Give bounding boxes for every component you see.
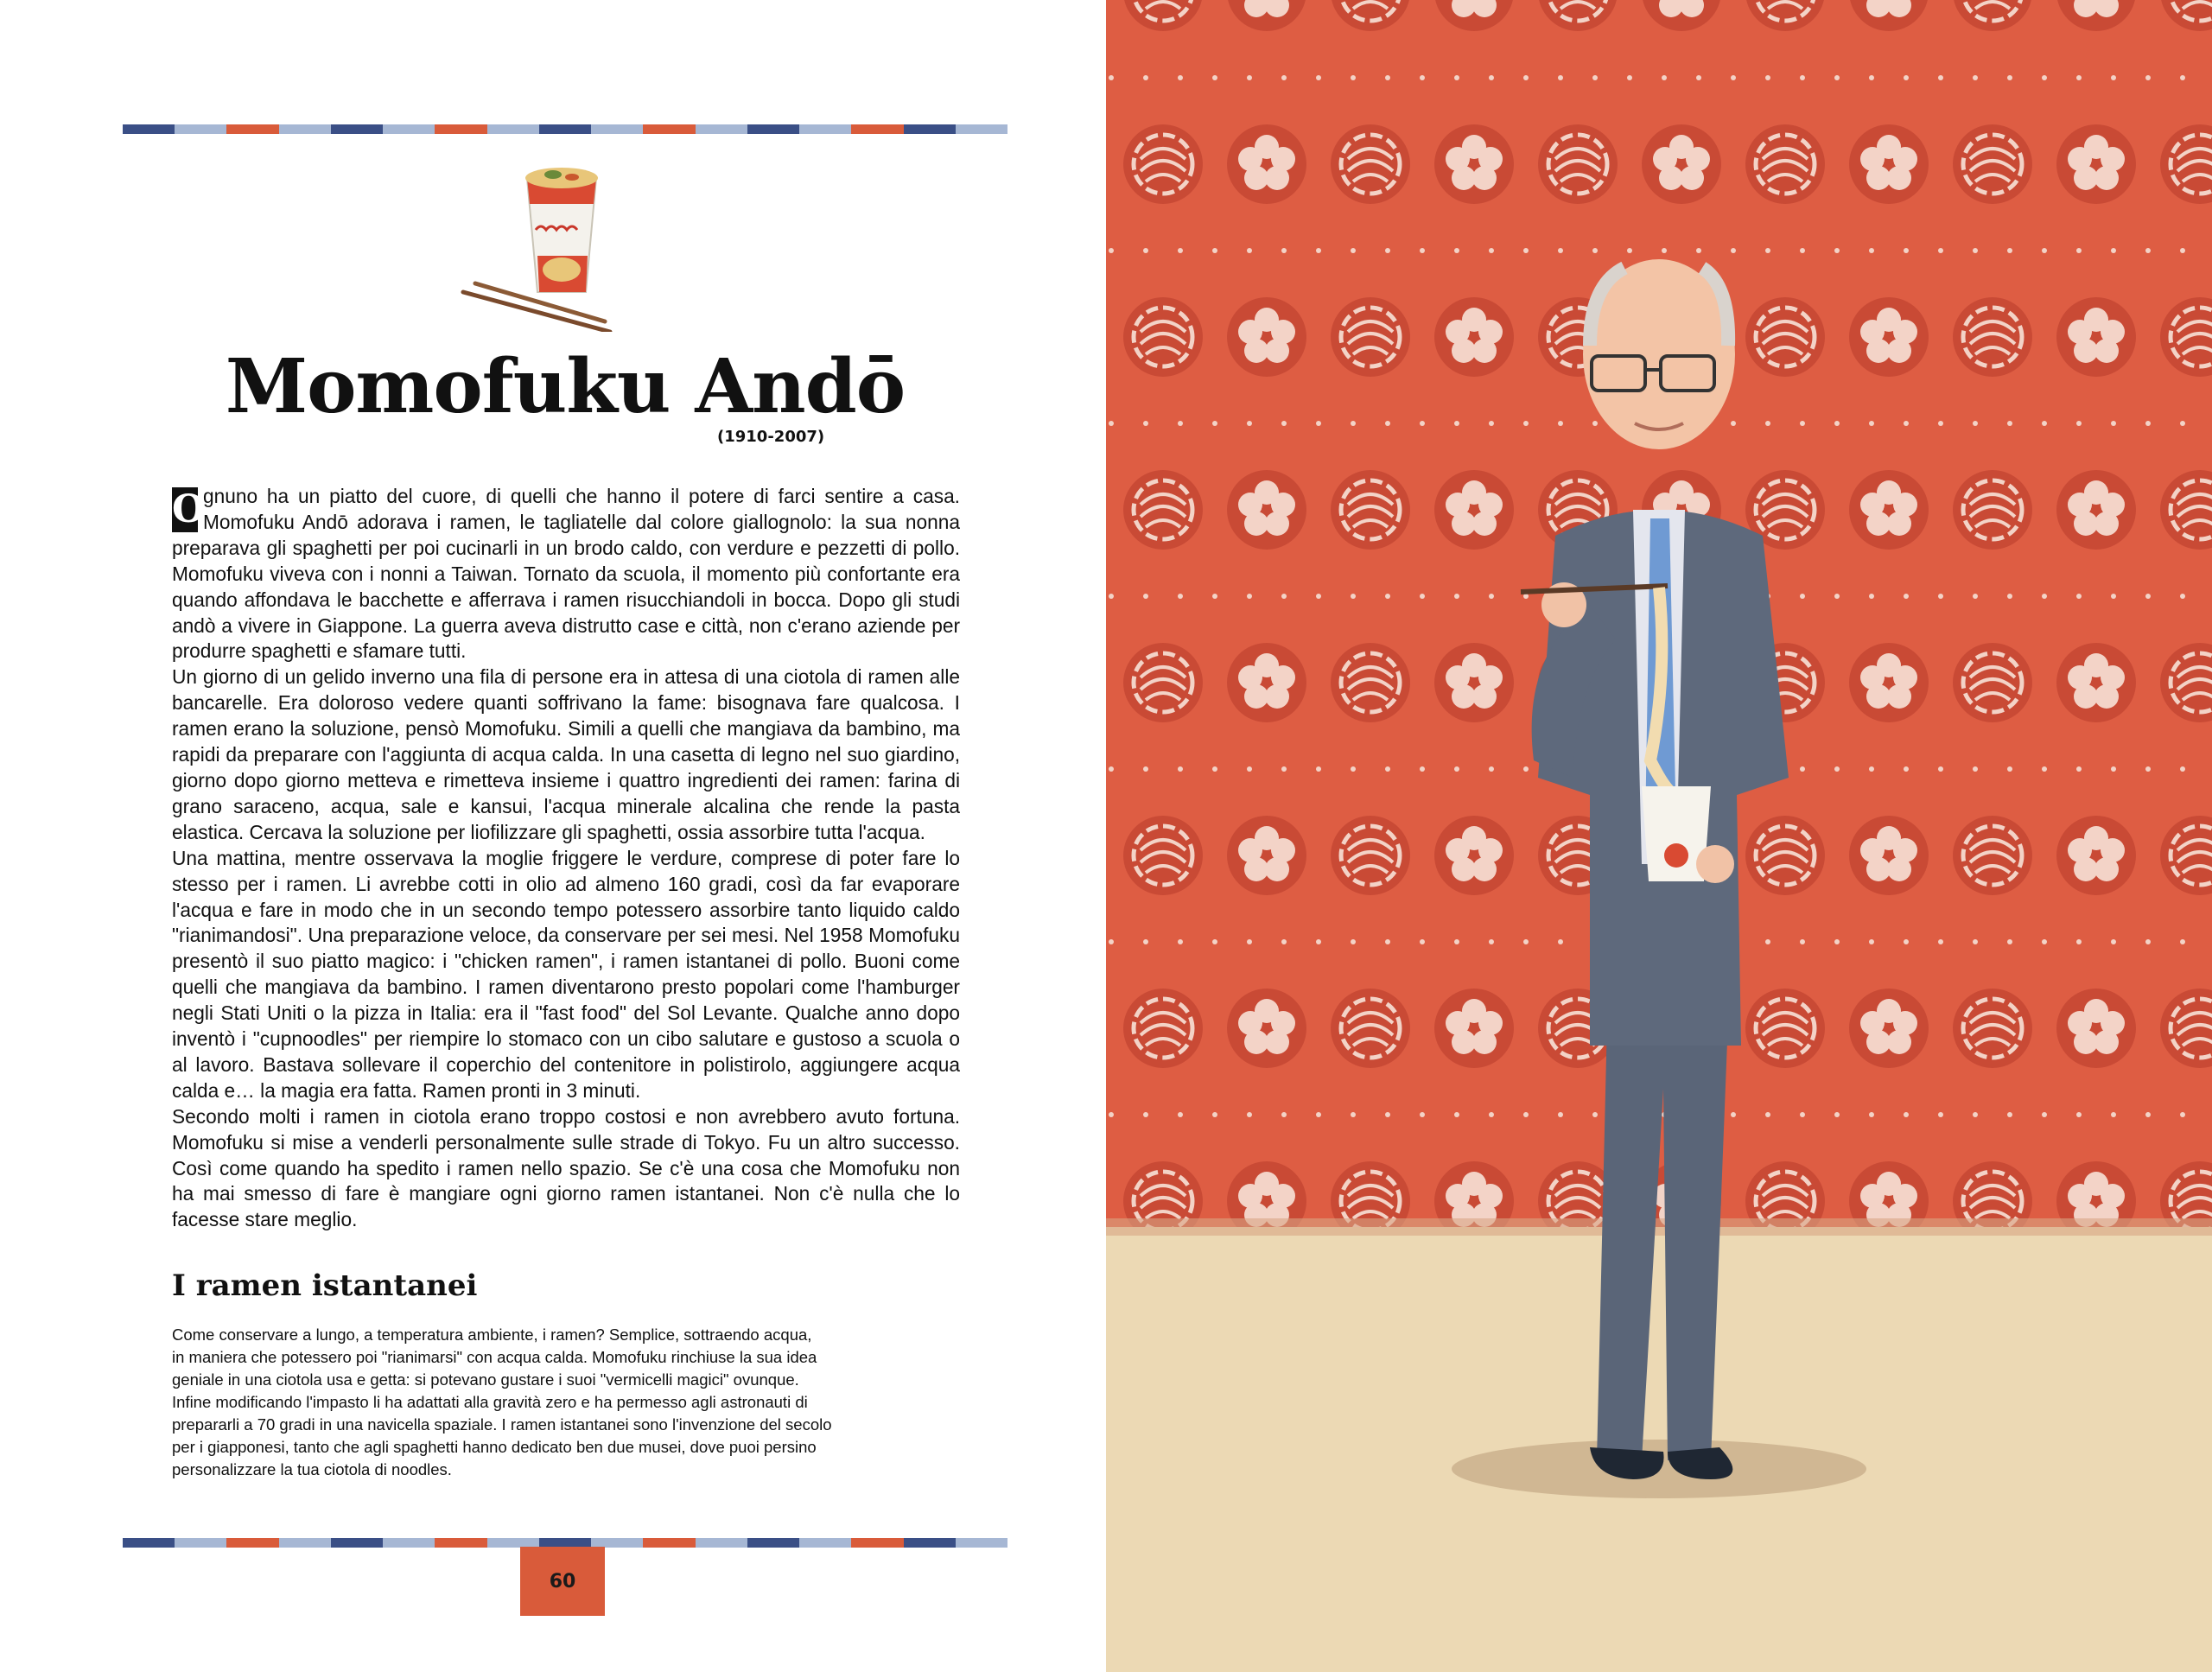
stripe-segment	[904, 1538, 956, 1548]
stripe-segment	[539, 124, 591, 134]
sidebar-line: personalizzare la tua ciotola di noodles.	[172, 1460, 452, 1478]
paragraph: Secondo molti i ramen in ciotola erano troppo costosi e non avrebbero avuto fortuna. Momofuku si mise a venderli personalmente sulle strade di Tokyo. Fu un altro successo. Così come quando ha spedito i ramen nello spazio. Se c'è una cosa che Momofuku non ha mai smesso di fare è mangiare ogni giorno ramen istantanei. Non c'è nulla che lo facesse stare meglio.	[172, 1104, 960, 1231]
paragraph	[172, 484, 960, 664]
stripe-segment	[331, 124, 383, 134]
stripe-segment	[123, 1538, 175, 1548]
dropcap-letter: O	[172, 487, 206, 531]
stripe-segment	[226, 1538, 278, 1548]
stripe-segment	[331, 1538, 383, 1548]
sidebar-line: Infine modificando l'impasto li ha adattati alla gravità zero e ha permesso agli astronauti di	[172, 1393, 808, 1411]
stripe-segment	[747, 1538, 799, 1548]
stripe-segment	[487, 124, 539, 134]
portrait-illustration	[1106, 0, 2212, 1672]
stripe-segment	[851, 124, 903, 134]
sidebar-line: in maniera che potessero poi "rianimarsi" con acqua calda. Momofuku rinchiuse la sua idea	[172, 1348, 817, 1366]
stripe-segment	[383, 1538, 435, 1548]
stripe-segment	[799, 124, 851, 134]
sidebar-line: prepararli a 70 gradi in una navicella spaziale. I ramen istantanei sono l'invenzione del secolo	[172, 1415, 832, 1434]
stripe-segment	[175, 1538, 226, 1548]
stripe-segment	[383, 124, 435, 134]
stripe-segment	[956, 1538, 1007, 1548]
sidebar-title: I ramen istantanei	[172, 1268, 478, 1303]
sidebar-line: per i giapponesi, tanto che agli spaghetti hanno dedicato ben due musei, dove puoi persino	[172, 1438, 817, 1456]
life-years: (1910-2007)	[717, 428, 825, 446]
stripe-segment	[956, 124, 1007, 134]
top-decorative-stripe	[123, 124, 1007, 134]
stripe-segment	[851, 1538, 903, 1548]
stripe-segment	[279, 1538, 331, 1548]
stripe-segment	[279, 124, 331, 134]
article-title: Momofuku Andō	[225, 343, 906, 430]
page-number: 60	[520, 1547, 605, 1616]
stripe-segment	[591, 124, 643, 134]
stripe-segment	[175, 124, 226, 134]
paragraph-text: gnuno ha un piatto del cuore, di quelli che hanno il potere di farci sentire a casa. Momofuku Andō adorava i ramen, le tagliatelle dal colore giallognolo: la sua nonna preparava gli spaghetti per poi cucinarli in un brodo caldo, con verdure e pezzetti di pollo. Momofuku viveva con i nonni a Taiwan. Tornato da scuola, il momento più confortante era quando affondava le bacchette e afferrava i ramen risucchiandoli in bocca. Dopo gli studi andò a vivere in Giappone. La guerra aveva distrutto case e città, non c'erano aziende per produrre spaghetti e sfamare tutti.	[172, 485, 960, 663]
stripe-segment	[643, 1538, 695, 1548]
stripe-segment	[696, 124, 747, 134]
stripe-segment	[696, 1538, 747, 1548]
stripe-segment	[435, 1538, 486, 1548]
paragraph: Una mattina, mentre osservava la moglie friggere le verdure, comprese di poter fare lo stesso per i ramen. Li avrebbe cotti in olio ad almeno 160 gradi, così da far evaporare l'acqua e fare in modo che in un secondo tempo potessero assorbire tanto liquido caldo "rianimandosi". Una preparazione veloce, da conservare per sei mesi. Nel 1958 Momofuku presentò il suo piatto magico: i "chicken ramen", i ramen istantanei di pollo. Buoni come quelli che mangiava da bambino. I ramen diventarono presto popolari come l'hamburger negli Stati Uniti o la pizza in Italia: era il "fast food" del Sol Levante. Qualche anno dopo inventò i "cupnoodles" per riempire lo stomaco con un cibo salutare e gustoso a scuola o al lavoro. Bastava sollevare il coperchio del contenitore in polistirolo, aggiungere acqua calda e… la magia era fatta. Ramen pronti in 3 minuti.	[172, 846, 960, 1102]
stripe-segment	[747, 124, 799, 134]
sidebar-text	[172, 1324, 915, 1481]
paragraph: Un giorno di un gelido inverno una fila di persone era in attesa di una ciotola di ramen alle bancarelle. Era doloroso vedere quanti soffrivano la fame: bisognava fare qualcosa. I ramen erano la soluzione, pensò Momofuku. Simili a quelli che mangiava da bambino, ma rapidi da preparare con l'aggiunta di acqua calda. In una casetta di legno nel suo giardino, giorno dopo giorno metteva e rimetteva insieme i quattro ingredienti dei ramen: farina di grano saraceno, acqua, sale e kansui, l'acqua minerale alcalina che rende la pasta elastica. Cercava la soluzione per liofilizzare gli spaghetti, ossia assorbire tutta l'acqua.	[172, 665, 960, 843]
sidebar-line: Come conservare a lungo, a temperatura ambiente, i ramen? Semplice, sottraendo acqua,	[172, 1326, 812, 1344]
right-page-illustration	[1106, 0, 2212, 1672]
stripe-segment	[799, 1538, 851, 1548]
article-body	[172, 484, 960, 1233]
stripe-segment	[226, 124, 278, 134]
stripe-segment	[643, 124, 695, 134]
stripe-segment	[123, 124, 175, 134]
stripe-segment	[904, 124, 956, 134]
sidebar-line: geniale in una ciotola usa e getta: si potevano gustare i suoi "vermicelli magici" ovunque.	[172, 1370, 799, 1389]
stripe-segment	[435, 124, 486, 134]
cup-noodle-icon	[458, 162, 613, 332]
